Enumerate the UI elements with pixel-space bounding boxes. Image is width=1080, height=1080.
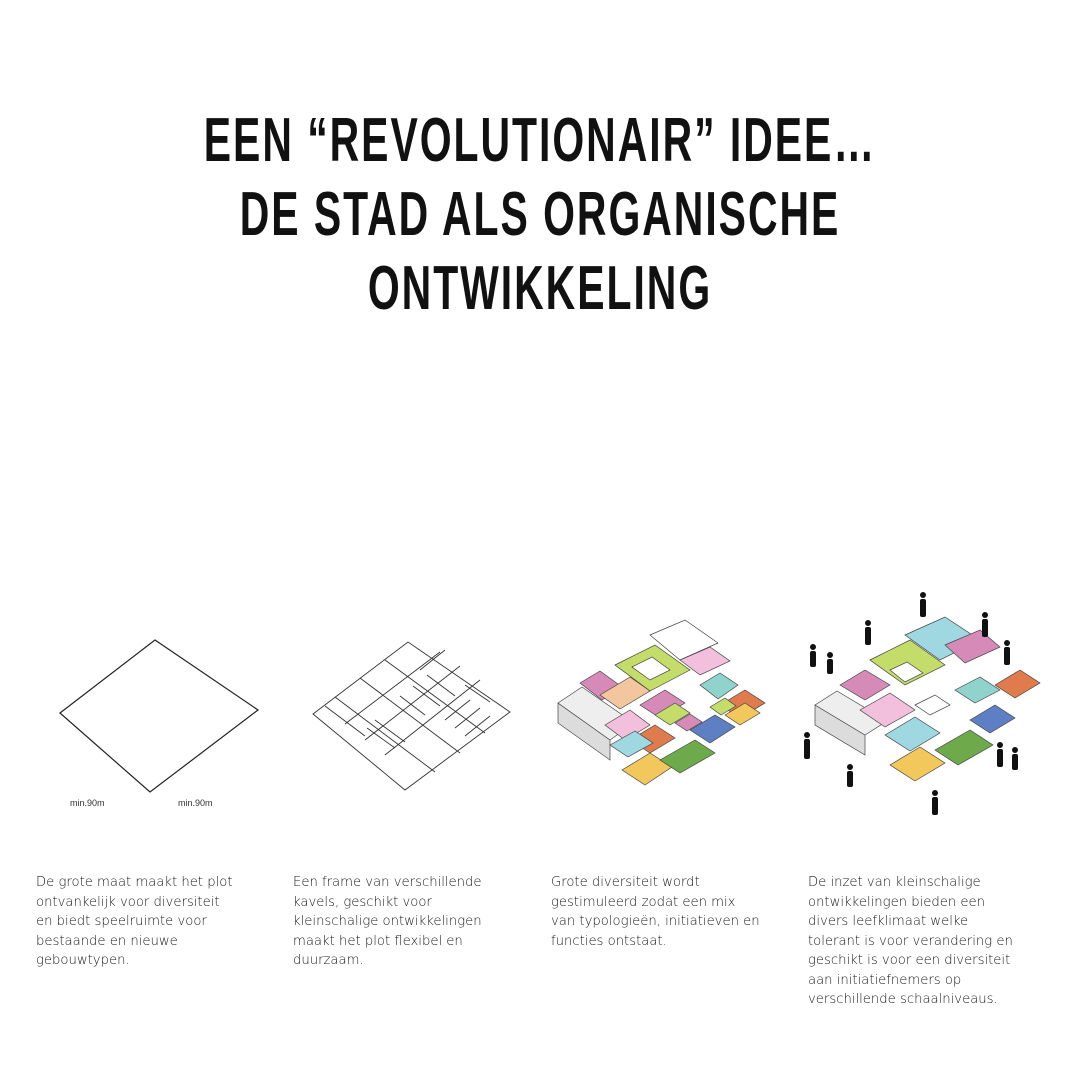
person-icon-body — [865, 627, 871, 645]
person-icon-body — [827, 659, 833, 674]
title-line-1: EEN “REVOLUTIONAIR” IDEE… — [203, 106, 877, 175]
person-icon-body — [1004, 647, 1010, 665]
caption-4: De inzet van kleinschalige ontwikkelingen bieden een divers leefklimaat welke tolerant is voor verandering en geschikt is voor een diversiteit aan initiatiefnemers op verschillende schaalniveaus. — [808, 875, 1013, 1007]
page-title — [0, 104, 1080, 326]
person-icon-body — [920, 599, 926, 617]
person-icon — [997, 742, 1003, 748]
person-icon — [847, 764, 853, 770]
person-icon-body — [847, 771, 853, 787]
diagram-empty-plot — [50, 630, 280, 820]
parcel-lines — [313, 642, 510, 790]
caption-3: Grote diversiteit wordt gestimuleerd zodat een mix van typologieën, initiatieven en functies ontstaat. — [551, 875, 760, 949]
person-icon — [1012, 747, 1018, 753]
dimension-label-right: min.90m — [178, 798, 213, 808]
person-icon-body — [997, 749, 1003, 767]
plot-outline — [60, 640, 258, 792]
person-icon-body — [810, 651, 816, 667]
person-icon-body — [1012, 754, 1018, 770]
person-icon-body — [804, 739, 810, 759]
caption-2: Een frame van verschillende kavels, geschikt voor kleinschalige ontwikkelingen maakt het plot flexibel en duurzaam. — [293, 875, 482, 968]
dimension-label-left: min.90m — [70, 798, 105, 808]
person-icon — [982, 612, 988, 618]
person-icon — [804, 732, 810, 738]
diagram-parcel-frame — [305, 630, 520, 805]
person-icon — [827, 652, 833, 658]
title-line-2: DE STAD ALS ORGANISCHE — [239, 180, 841, 249]
building-blocks — [558, 620, 765, 785]
person-icon-body — [932, 797, 938, 815]
caption-1: De grote maat maakt het plot ontvankelijk voor diversiteit en biedt speelruimte voor bestaande en nieuwe gebouwtypen. — [36, 875, 233, 968]
person-icon — [865, 620, 871, 626]
diagram-diverse-blocks — [550, 615, 780, 805]
title-line-3: ONTWIKKELING — [367, 254, 713, 323]
person-icon-body — [982, 619, 988, 637]
person-icon — [810, 644, 816, 650]
person-icon — [920, 592, 926, 598]
diagram-blocks-with-people — [795, 585, 1055, 825]
person-icon — [932, 790, 938, 796]
person-icon — [1004, 640, 1010, 646]
